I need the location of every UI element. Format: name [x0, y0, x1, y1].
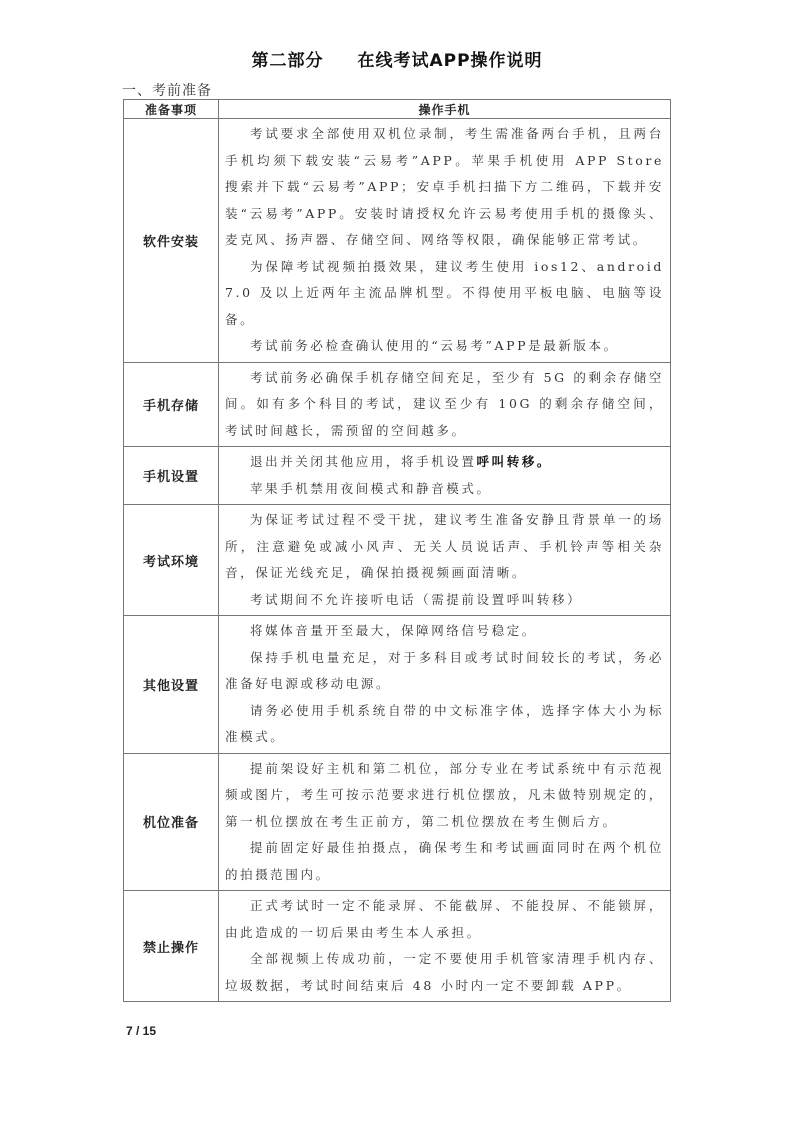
paragraph: 考试前务必检查确认使用的“云易考”APP是最新版本。	[250, 338, 619, 353]
title-main: 在线考试APP操作说明	[357, 51, 543, 71]
paragraph	[225, 449, 664, 476]
page-number: 7 / 15	[126, 1024, 157, 1038]
table-row	[124, 119, 671, 363]
paragraph: 请务必使用手机系统自带的中文标准字体，选择字体大小为标准模式。	[225, 702, 664, 744]
row-label: 禁止操作	[124, 891, 219, 1002]
paragraph: 提前架设好主机和第二机位，部分专业在考试系统中有示范视频或图片，考生可按示范要求进行机位摆放，凡未做特别规定的，第一机位摆放在考生正前方，第二机位摆放在考生侧后方。	[225, 760, 664, 829]
table-row	[124, 447, 671, 505]
page-title	[0, 46, 794, 71]
paragraph: 正式考试时一定不能录屏、不能截屏、不能投屏、不能锁屏，由此造成的一切后果由考生本人承担。	[225, 898, 664, 940]
title-part: 第二部分	[251, 51, 324, 71]
paragraph: 为保障考试视频拍摄效果，建议考生使用 ios12、android 7.0 及以上近两年主流品牌机型。不得使用平板电脑、电脑等设备。	[225, 258, 664, 327]
paragraph: 全部视频上传成功前，一定不要使用手机管家清理手机内存、垃圾数据，考试时间结束后 48 小时内一定不要卸载 APP。	[225, 951, 664, 993]
row-label: 软件安装	[124, 119, 219, 363]
row-content	[219, 616, 671, 754]
table-row	[124, 616, 671, 754]
row-label: 其他设置	[124, 616, 219, 754]
table-row	[124, 505, 671, 616]
row-content	[219, 119, 671, 363]
paragraph: 考试前务必确保手机存储空间充足，至少有 5G 的剩余存储空间。如有多个科目的考试，建议至少有 10G 的剩余存储空间，考试时间越长，需预留的空间越多。	[225, 369, 664, 438]
preparation-table	[123, 99, 671, 1002]
header-operation: 操作手机	[219, 100, 671, 119]
row-label: 考试环境	[124, 505, 219, 616]
row-label: 手机存储	[124, 362, 219, 447]
paragraph: 为保证考试过程不受干扰，建议考生准备安静且背景单一的场所，注意避免或减小风声、无关人员说话声、手机铃声等相关杂音，保证光线充足，确保拍摄视频画面清晰。	[225, 512, 664, 580]
paragraph: 将媒体音量开至最大，保障网络信号稳定。	[250, 623, 537, 638]
row-label: 手机设置	[124, 447, 219, 505]
row-label: 机位准备	[124, 753, 219, 891]
row-content	[219, 362, 671, 447]
table-row	[124, 362, 671, 447]
paragraph: 考试要求全部使用双机位录制，考生需准备两台手机，且两台手机均须下载安装“云易考”APP。苹果手机使用 APP Store 搜索并下载“云易考”APP；安卓手机扫描下方二维码，下载并安装“云易考”APP。安装时请授权允许云易考使用手机的摄像头、麦克风、扬声器、存储空间、网络等权限，确保能够正常考试。	[225, 126, 664, 247]
paragraph: 考试期间不允许接听电话（需提前设置呼叫转移）	[250, 591, 583, 607]
row-content	[219, 447, 671, 505]
table-row	[124, 891, 671, 1002]
row-content	[219, 505, 671, 616]
row-content	[219, 891, 671, 1002]
table-row	[124, 753, 671, 891]
table-header-row	[124, 100, 671, 119]
row-content	[219, 753, 671, 891]
paragraph: 保持手机电量充足，对于多科目或考试时间较长的考试，务必准备好电源或移动电源。	[225, 649, 664, 691]
emphasis-call-forwarding: 呼叫转移。	[476, 454, 553, 469]
header-item: 准备事项	[124, 100, 219, 119]
paragraph: 苹果手机禁用夜间模式和静音模式。	[250, 480, 492, 496]
paragraph-text: 退出并关闭其他应用，将手机设置	[250, 454, 477, 469]
paragraph: 提前固定好最佳拍摄点，确保考生和考试画面同时在两个机位的拍摄范围内。	[225, 840, 664, 882]
section-heading: 一、考前准备	[122, 83, 212, 99]
